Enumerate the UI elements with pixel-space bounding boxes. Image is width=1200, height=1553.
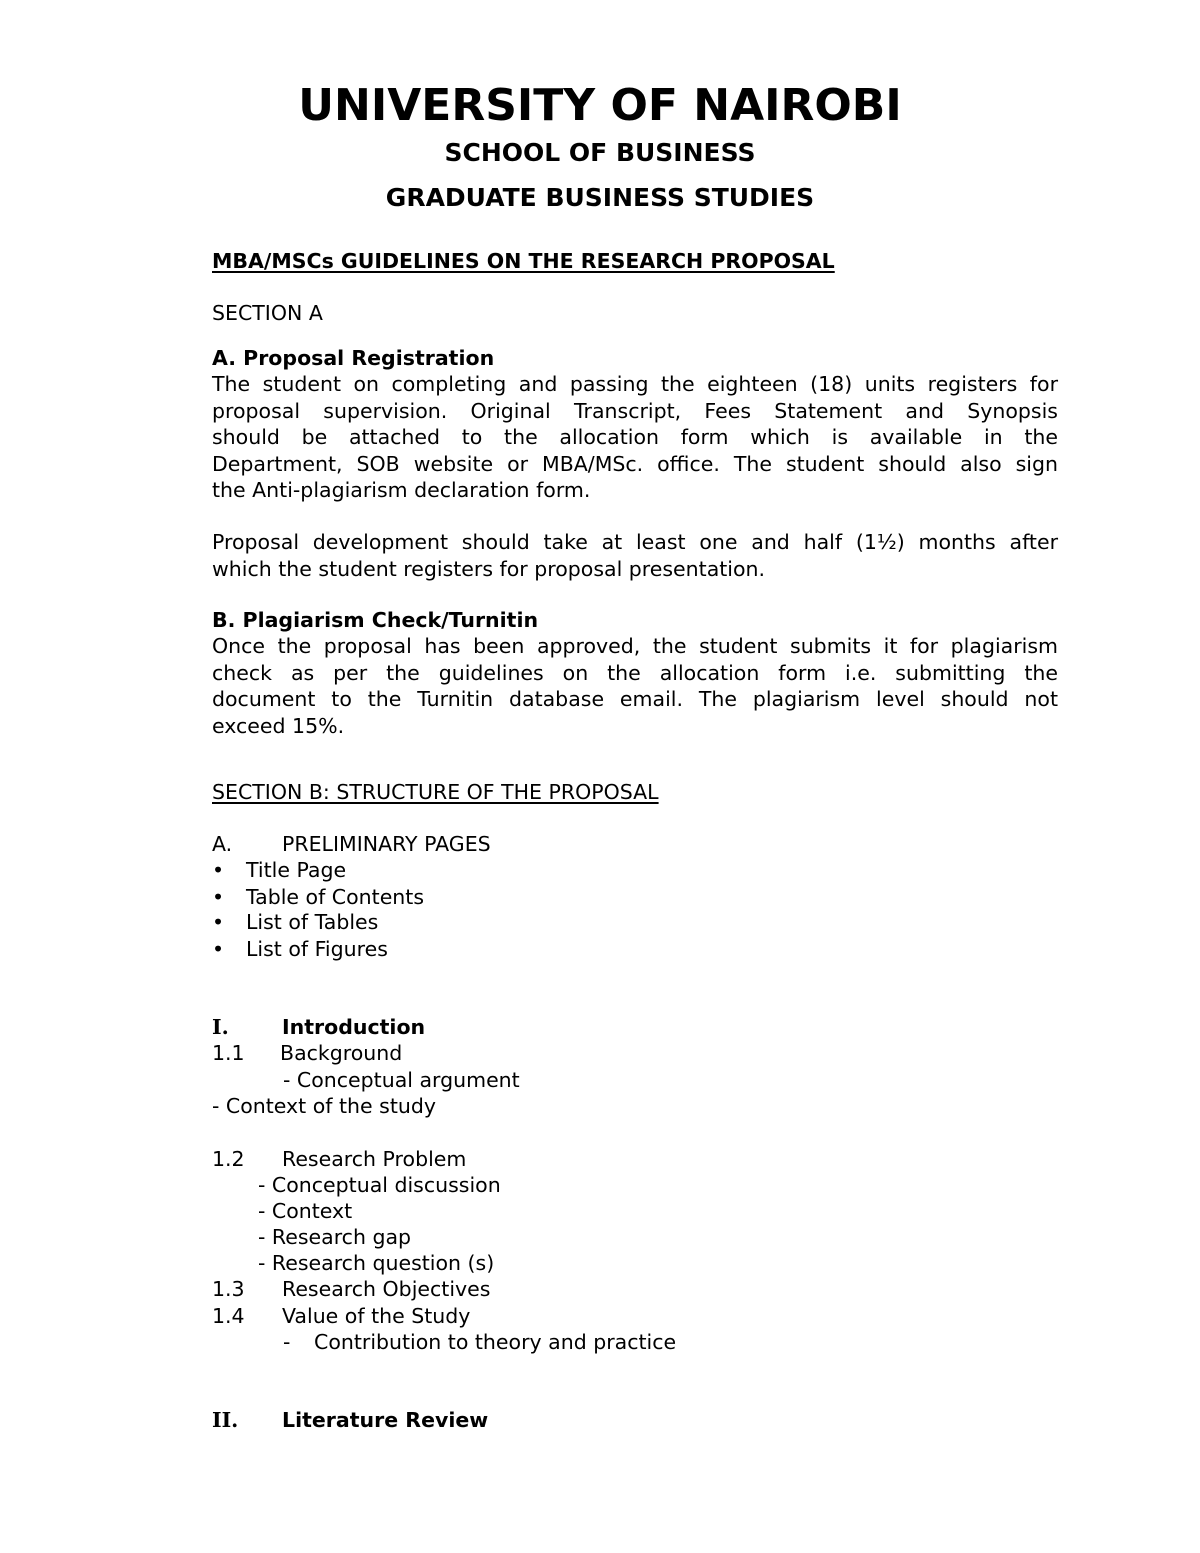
bullet-icon: • bbox=[212, 910, 225, 934]
introduction-heading: Introduction bbox=[282, 1015, 426, 1039]
section-1-1-subitem: - Context of the study bbox=[212, 1094, 437, 1118]
paragraph-line: The student on completing and passing the eighteen (18) units registers for bbox=[212, 372, 1058, 396]
section-1-1-number: 1.1 bbox=[212, 1041, 245, 1065]
list-item bbox=[212, 884, 424, 911]
section-1-2-label: Research Problem bbox=[282, 1147, 467, 1171]
introduction-numeral: I. bbox=[212, 1015, 229, 1039]
section-1-2-subitem: - Context bbox=[258, 1199, 353, 1223]
section-1-2-subitem: - Conceptual discussion bbox=[258, 1173, 501, 1197]
paragraph-line: Once the proposal has been approved, the student submits it for plagiarism bbox=[212, 634, 1058, 658]
paragraph-line: Proposal development should take at least one and half (1½) months after bbox=[212, 530, 1058, 554]
bullet-icon: • bbox=[212, 884, 225, 909]
section-1-2-subitem: - Research question (s) bbox=[258, 1251, 495, 1275]
list-item bbox=[212, 936, 388, 963]
paragraph-line: proposal supervision. Original Transcript, Fees Statement and Synopsis bbox=[212, 398, 1058, 423]
proposal-registration-heading: A. Proposal Registration bbox=[212, 346, 495, 370]
list-item-label: Title Page bbox=[246, 858, 347, 882]
section-1-1-label: Background bbox=[280, 1041, 403, 1065]
university-name: UNIVERSITY OF NAIROBI bbox=[298, 80, 902, 131]
paragraph-line: should be attached to the allocation form which is available in the bbox=[212, 425, 1058, 449]
section-b-title: SECTION B: STRUCTURE OF THE PROPOSAL bbox=[212, 780, 659, 804]
list-item bbox=[212, 857, 346, 884]
list-item-label: List of Figures bbox=[246, 936, 388, 961]
literature-numeral: II. bbox=[212, 1408, 239, 1432]
plagiarism-check-heading: B. Plagiarism Check/Turnitin bbox=[212, 608, 539, 632]
paragraph-line: Department, SOB website or MBA/MSc. office. The student should also sign bbox=[212, 451, 1058, 476]
bullet-icon: • bbox=[212, 858, 225, 882]
division-name: GRADUATE BUSINESS STUDIES bbox=[385, 183, 815, 212]
section-1-4-number: 1.4 bbox=[212, 1304, 245, 1328]
list-item-label: Table of Contents bbox=[246, 884, 425, 909]
section-1-2-number: 1.2 bbox=[212, 1147, 245, 1171]
paragraph-line: document to the Turnitin database email. The plagiarism level should not bbox=[212, 687, 1058, 711]
preliminary-pages-heading: PRELIMINARY PAGES bbox=[282, 832, 491, 856]
paragraph-line: exceed 15%. bbox=[212, 713, 345, 738]
list-item-label: List of Tables bbox=[246, 910, 379, 934]
paragraph-line: check as per the guidelines on the allocation form i.e. submitting the bbox=[212, 660, 1058, 685]
section-1-3-number: 1.3 bbox=[212, 1277, 245, 1301]
list-item bbox=[212, 909, 378, 936]
section-1-2-subitem: - Research gap bbox=[258, 1225, 412, 1249]
section-1-4-label: Value of the Study bbox=[282, 1304, 471, 1328]
paragraph-line: the Anti-plagiarism declaration form. bbox=[212, 478, 591, 502]
section-1-4-dash: - bbox=[283, 1330, 291, 1354]
section-1-3-label: Research Objectives bbox=[282, 1277, 491, 1301]
literature-review-heading: Literature Review bbox=[282, 1408, 489, 1432]
section-1-4-subitem: Contribution to theory and practice bbox=[314, 1330, 677, 1354]
preliminary-letter: A. bbox=[212, 832, 233, 856]
section-1-1-subitem: - Conceptual argument bbox=[283, 1068, 520, 1092]
document-title: MBA/MSCs GUIDELINES ON THE RESEARCH PROPOSAL bbox=[212, 249, 835, 273]
school-name: SCHOOL OF BUSINESS bbox=[444, 138, 756, 167]
paragraph-line: which the student registers for proposal presentation. bbox=[212, 556, 766, 581]
section-a-label: SECTION A bbox=[212, 301, 323, 325]
bullet-icon: • bbox=[212, 936, 225, 961]
